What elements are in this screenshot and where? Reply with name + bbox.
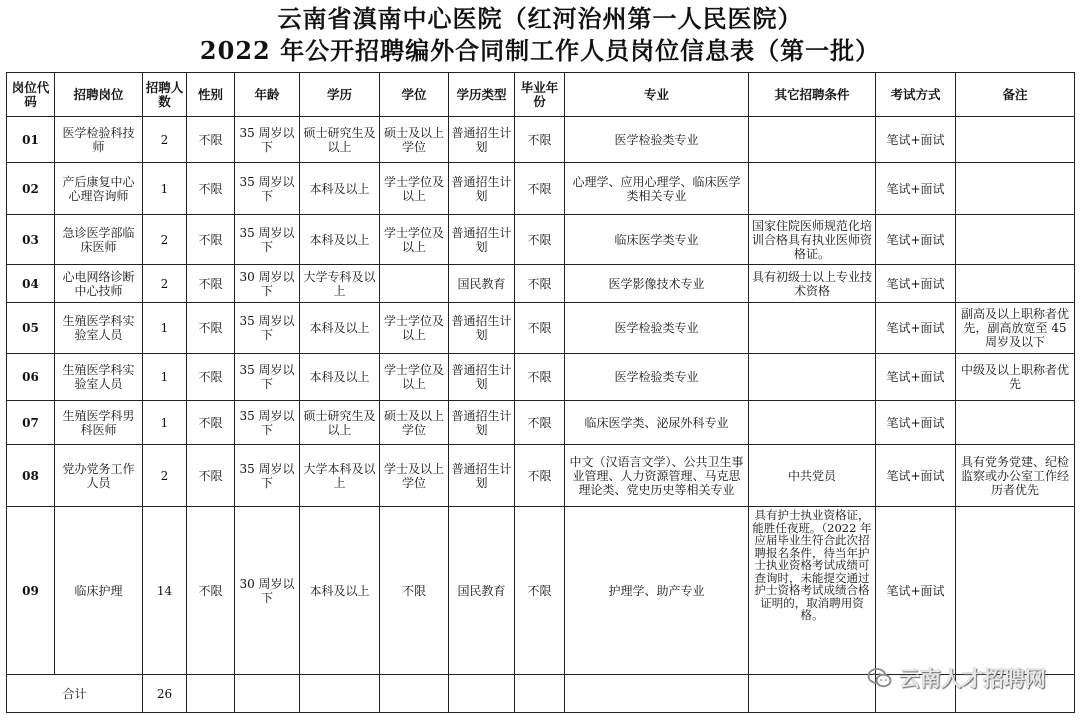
watermark xyxy=(867,663,1046,693)
gender-cell: 不限 xyxy=(187,163,235,215)
headcount-cell: 1 xyxy=(143,163,187,215)
page-title-line-1: 云南省滇南中心医院（红河治州第一人民医院） xyxy=(277,4,803,33)
table-row xyxy=(7,265,1075,303)
position-name-cell: 党办党务工作人员 xyxy=(55,445,143,507)
graduation-year-cell: 不限 xyxy=(515,507,565,675)
position-name-cell: 医学检验科技师 xyxy=(55,117,143,163)
headcount-cell: 2 xyxy=(143,215,187,265)
major-cell: 医学检验类专业 xyxy=(565,303,749,354)
gender-cell: 不限 xyxy=(187,401,235,445)
degree-cell: 不限 xyxy=(380,507,449,675)
gender-cell: 不限 xyxy=(187,215,235,265)
major-cell: 护理学、助产专业 xyxy=(565,507,749,675)
age-cell: 35 周岁以下 xyxy=(235,303,300,354)
other-requirements-cell xyxy=(749,303,876,354)
education-type-cell: 国民教育 xyxy=(449,507,515,675)
graduation-year-cell: 不限 xyxy=(515,445,565,507)
watermark-text: 云南人才招聘网 xyxy=(899,667,1046,691)
major-cell: 医学影像技术专业 xyxy=(565,265,749,303)
headcount-cell: 2 xyxy=(143,117,187,163)
age-cell: 35 周岁以下 xyxy=(235,401,300,445)
position-code-cell: 04 xyxy=(7,265,55,303)
other-requirements-cell xyxy=(749,163,876,215)
table-row xyxy=(7,117,1075,163)
major-cell: 心理学、应用心理学、临床医学类相关专业 xyxy=(565,163,749,215)
table-row xyxy=(7,401,1075,445)
age-cell: 35 周岁以下 xyxy=(235,215,300,265)
graduation-year-cell: 不限 xyxy=(515,354,565,401)
education-cell: 硕士研究生及以上 xyxy=(300,117,380,163)
gender-cell: 不限 xyxy=(187,354,235,401)
gender-cell: 不限 xyxy=(187,265,235,303)
header-cell: 学历 xyxy=(300,73,380,117)
remarks-cell xyxy=(956,117,1075,163)
graduation-year-cell: 不限 xyxy=(515,215,565,265)
degree-cell xyxy=(380,265,449,303)
education-cell: 本科及以上 xyxy=(300,163,380,215)
graduation-year-cell: 不限 xyxy=(515,117,565,163)
graduation-year-cell: 不限 xyxy=(515,265,565,303)
headcount-cell: 2 xyxy=(143,265,187,303)
gender-cell: 不限 xyxy=(187,117,235,163)
age-cell: 35 周岁以下 xyxy=(235,354,300,401)
exam-method-cell: 笔试+面试 xyxy=(876,303,956,354)
position-name-cell: 心电网络诊断中心技师 xyxy=(55,265,143,303)
age-cell: 35 周岁以下 xyxy=(235,445,300,507)
age-cell: 30 周岁以下 xyxy=(235,507,300,675)
remarks-cell xyxy=(956,163,1075,215)
exam-method-cell: 笔试+面试 xyxy=(876,215,956,265)
headcount-cell: 14 xyxy=(143,507,187,675)
header-cell: 性别 xyxy=(187,73,235,117)
graduation-year-cell: 不限 xyxy=(515,163,565,215)
other-requirements-cell xyxy=(749,354,876,401)
position-name-cell: 生殖医学科实验室人员 xyxy=(55,303,143,354)
header-cell: 招聘人数 xyxy=(143,73,187,117)
education-cell: 大学专科及以上 xyxy=(300,265,380,303)
graduation-year-cell: 不限 xyxy=(515,303,565,354)
header-cell: 毕业年份 xyxy=(515,73,565,117)
major-cell: 中文（汉语言文学）、公共卫生事业管理、人力资源管理、马克思理论类、党史历史等相关专业 xyxy=(565,445,749,507)
exam-method-cell: 笔试+面试 xyxy=(876,507,956,675)
degree-cell: 学士学位及以上 xyxy=(380,215,449,265)
table-row xyxy=(7,163,1075,215)
position-code-cell: 02 xyxy=(7,163,55,215)
education-cell: 本科及以上 xyxy=(300,354,380,401)
header-cell: 考试方式 xyxy=(876,73,956,117)
remarks-cell xyxy=(956,215,1075,265)
header-cell: 其它招聘条件 xyxy=(749,73,876,117)
education-type-cell: 普通招生计划 xyxy=(449,117,515,163)
position-code-cell: 01 xyxy=(7,117,55,163)
total-label: 合计 xyxy=(7,675,143,713)
position-name-cell: 急诊医学部临床医师 xyxy=(55,215,143,265)
education-cell: 硕士研究生及以上 xyxy=(300,401,380,445)
education-cell: 本科及以上 xyxy=(300,507,380,675)
exam-method-cell: 笔试+面试 xyxy=(876,117,956,163)
headcount-cell: 2 xyxy=(143,445,187,507)
exam-method-cell: 笔试+面试 xyxy=(876,445,956,507)
education-type-cell: 普通招生计划 xyxy=(449,303,515,354)
header-cell: 招聘岗位 xyxy=(55,73,143,117)
education-type-cell: 普通招生计划 xyxy=(449,445,515,507)
remarks-cell: 副高及以上职称者优先，副高放宽至 45 周岁及以下 xyxy=(956,303,1075,354)
remarks-cell: 具有党务党建、纪检监察或办公室工作经历者优先 xyxy=(956,445,1075,507)
other-requirements-cell: 具有护士执业资格证，能胜任夜班。（2022 年应届毕业生符合此次招聘报名条件，待当年护士执业资格考试成绩可查询时，未能提交通过护士资格考试成绩合格证明的，取消聘用资格。 xyxy=(749,507,876,675)
table-row xyxy=(7,303,1075,354)
header-cell: 专业 xyxy=(565,73,749,117)
headcount-cell: 1 xyxy=(143,303,187,354)
major-cell: 医学检验类专业 xyxy=(565,354,749,401)
education-cell: 本科及以上 xyxy=(300,215,380,265)
education-type-cell: 普通招生计划 xyxy=(449,401,515,445)
degree-cell: 学士学位及以上 xyxy=(380,354,449,401)
table-row xyxy=(7,445,1075,507)
gender-cell: 不限 xyxy=(187,303,235,354)
header-cell: 岗位代码 xyxy=(7,73,55,117)
position-name-cell: 临床护理 xyxy=(55,507,143,675)
headcount-cell: 1 xyxy=(143,401,187,445)
major-cell: 临床医学类、泌尿外科专业 xyxy=(565,401,749,445)
degree-cell: 学士及以上学位 xyxy=(380,445,449,507)
position-code-cell: 03 xyxy=(7,215,55,265)
header-cell: 学位 xyxy=(380,73,449,117)
position-code-cell: 05 xyxy=(7,303,55,354)
education-cell: 大学本科及以上 xyxy=(300,445,380,507)
degree-cell: 学士学位及以上 xyxy=(380,303,449,354)
education-type-cell: 国民教育 xyxy=(449,265,515,303)
remarks-cell xyxy=(956,401,1075,445)
headcount-cell: 1 xyxy=(143,354,187,401)
position-name-cell: 生殖医学科男科医师 xyxy=(55,401,143,445)
gender-cell: 不限 xyxy=(187,507,235,675)
graduation-year-cell: 不限 xyxy=(515,401,565,445)
exam-method-cell: 笔试+面试 xyxy=(876,354,956,401)
education-type-cell: 普通招生计划 xyxy=(449,354,515,401)
other-requirements-cell xyxy=(749,117,876,163)
header-cell: 年龄 xyxy=(235,73,300,117)
age-cell: 30 周岁以下 xyxy=(235,265,300,303)
header-cell: 学历类型 xyxy=(449,73,515,117)
other-requirements-cell: 中共党员 xyxy=(749,445,876,507)
position-code-cell: 06 xyxy=(7,354,55,401)
wechat-logo-icon xyxy=(867,665,893,691)
major-cell: 临床医学类专业 xyxy=(565,215,749,265)
header-cell: 备注 xyxy=(956,73,1075,117)
age-cell: 35 周岁以下 xyxy=(235,163,300,215)
age-cell: 35 周岁以下 xyxy=(235,117,300,163)
total-value: 26 xyxy=(143,675,187,713)
job-positions-table xyxy=(6,72,1075,713)
position-name-cell: 产后康复中心心理咨询师 xyxy=(55,163,143,215)
exam-method-cell: 笔试+面试 xyxy=(876,265,956,303)
degree-cell: 硕士及以上学位 xyxy=(380,401,449,445)
other-requirements-cell: 国家住院医师规范化培训合格具有执业医师资格证。 xyxy=(749,215,876,265)
exam-method-cell: 笔试+面试 xyxy=(876,163,956,215)
major-cell: 医学检验类专业 xyxy=(565,117,749,163)
education-type-cell: 普通招生计划 xyxy=(449,163,515,215)
page-title-line-2: 2022 年公开招聘编外合同制工作人员岗位信息表（第一批） xyxy=(199,36,881,65)
position-code-cell: 09 xyxy=(7,507,55,675)
exam-method-cell: 笔试+面试 xyxy=(876,401,956,445)
table-row xyxy=(7,215,1075,265)
education-type-cell: 普通招生计划 xyxy=(449,215,515,265)
remarks-cell xyxy=(956,507,1075,675)
degree-cell: 学士学位及以上 xyxy=(380,163,449,215)
degree-cell: 硕士及以上学位 xyxy=(380,117,449,163)
other-requirements-cell xyxy=(749,401,876,445)
remarks-cell: 中级及以上职称者优先 xyxy=(956,354,1075,401)
table-row xyxy=(7,354,1075,401)
table-row xyxy=(7,507,1075,675)
position-name-cell: 生殖医学科实验室人员 xyxy=(55,354,143,401)
other-requirements-cell: 具有初级士以上专业技术资格 xyxy=(749,265,876,303)
table-header-row xyxy=(7,73,1075,117)
gender-cell: 不限 xyxy=(187,445,235,507)
remarks-cell xyxy=(956,265,1075,303)
position-code-cell: 07 xyxy=(7,401,55,445)
education-cell: 本科及以上 xyxy=(300,303,380,354)
position-code-cell: 08 xyxy=(7,445,55,507)
